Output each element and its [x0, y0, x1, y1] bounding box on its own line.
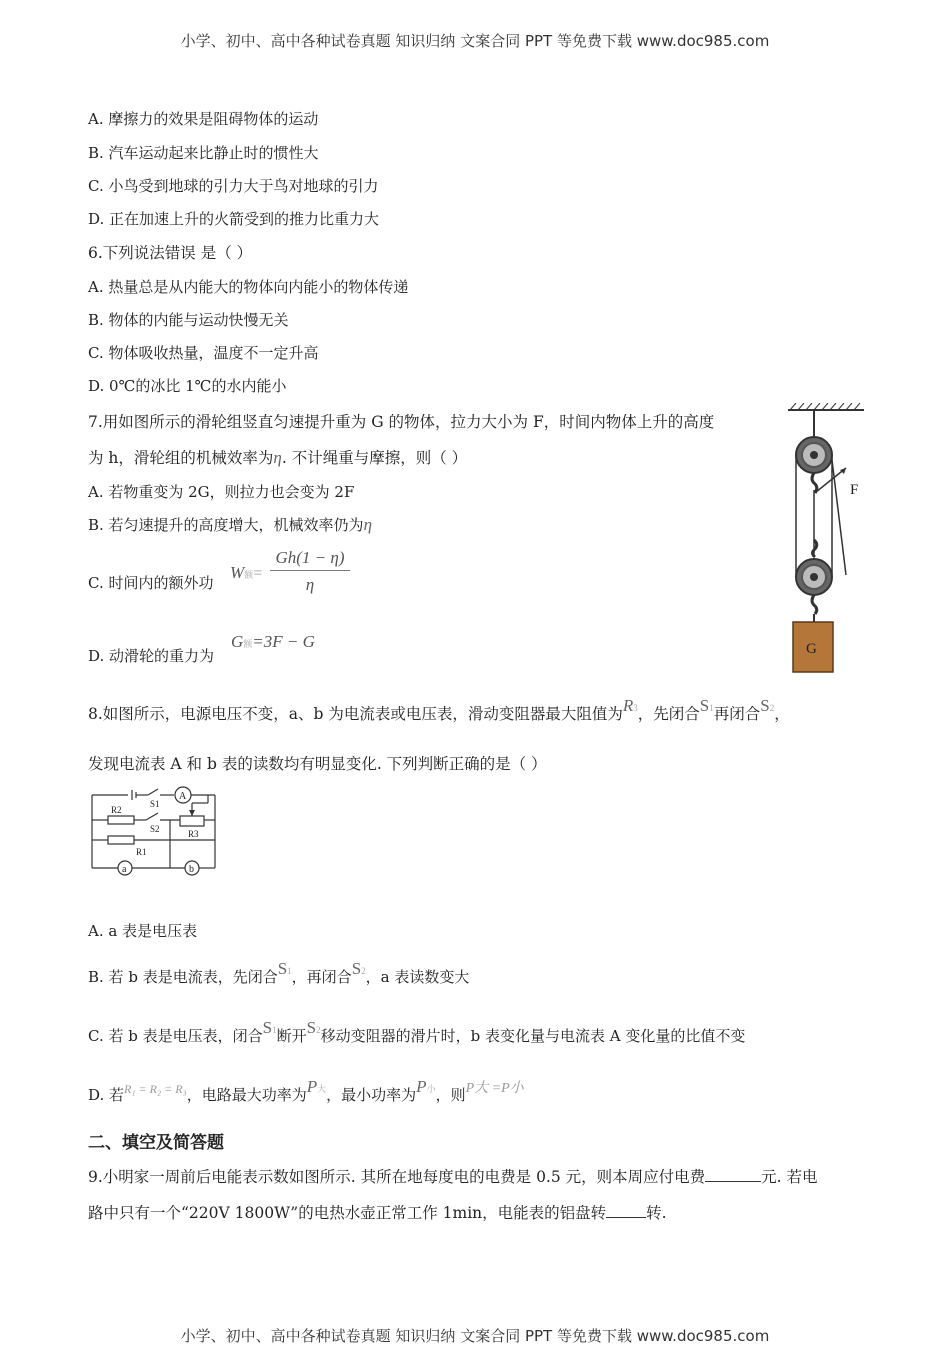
q7-option-d [88, 645, 214, 666]
q5-option-d: D. 正在加速上升的火箭受到的推力比重力大 [88, 210, 380, 228]
q7-g-symbol: G [231, 632, 244, 651]
q8-option-c-s1-sub: 1 [272, 1025, 277, 1035]
circuit-label-r3: R3 [188, 829, 199, 839]
q8-option-d-pbig-sub: 大 [317, 1084, 327, 1094]
q8-s2 [760, 696, 774, 715]
q8-option-b-s2-symbol: S [351, 959, 362, 978]
q8-stem-text-c: 再闭合 [713, 705, 761, 723]
q7-g-sub: 额 [243, 640, 253, 650]
q9-line2-text-a: 路中只有一个“220V 1800W”的电热水壶正常工作 1min，电能表的铝盘转 [88, 1204, 607, 1222]
q8-option-b-s2-sub: 2 [361, 966, 366, 976]
q7-stem-line1: 7.用如图所示的滑轮组竖直匀速提升重为 G 的物体，拉力大小为 F，时间内物体上升的高度 [88, 413, 715, 431]
q8-option-c-text-a: C. 若 b 表是电压表，闭合 [88, 1027, 263, 1045]
q7-eta: η [273, 448, 282, 467]
q8-s1-sub: 1 [709, 703, 714, 713]
page-header: 小学、初中、高中各种试卷真题 知识归纳 文案合同 PPT 等免费下载 www.doc985.com [180, 32, 770, 50]
circuit-label-s2: S2 [150, 824, 160, 834]
q7-fraction-bar [270, 570, 350, 571]
q8-option-b-s1 [278, 959, 292, 978]
q7-fraction-numerator: Gh(1 − η) [275, 548, 345, 567]
circuit-label-r2: R2 [111, 805, 122, 815]
circuit-figure [88, 783, 223, 883]
circuit-label-b: b [189, 864, 194, 875]
q7-option-c-formula-lhs [230, 563, 262, 583]
q8-option-b-s1-sub: 1 [287, 966, 292, 976]
q7-option-d-text: D. 动滑轮的重力为 [88, 647, 215, 665]
q8-stem-line2: 发现电流表 A 和 b 表的读数均有明显变化. 下列判断正确的是（ ） [88, 755, 547, 773]
q8-r3-symbol: R [622, 696, 634, 715]
q9-line1-text-b: 元. 若电 [761, 1168, 818, 1186]
q8-option-d-ratio: P大 =P小 [465, 1081, 524, 1096]
q5-option-a: A. 摩擦力的效果是阻碍物体的运动 [88, 110, 319, 128]
q8-option-b-s1-symbol: S [277, 959, 288, 978]
q8-option-c-s2-symbol: S [306, 1018, 317, 1037]
q8-r3-sub: 3 [633, 703, 638, 713]
q8-stem-text-d: ， [774, 705, 790, 723]
q8-option-d-pbig-symbol: P [306, 1077, 318, 1096]
q9-blank-1[interactable] [705, 1167, 761, 1182]
circuit-label-s1: S1 [150, 799, 160, 809]
q8-option-d-pbig [307, 1077, 326, 1096]
q7-fraction-denominator: η [305, 575, 315, 594]
q8-s1 [700, 696, 714, 715]
q7-option-c [88, 572, 213, 593]
q8-option-c-s2 [307, 1018, 321, 1037]
q8-option-d-text-b: ，电路最大功率为 [186, 1086, 307, 1104]
q8-option-d-r-equality: R₁ = R₂ = R₃ [124, 1082, 187, 1096]
q7-option-b-eta: η [363, 515, 372, 534]
q6-option-c: C. 物体吸收热量，温度不一定升高 [88, 344, 319, 362]
q8-option-a: A. a 表是电压表 [88, 922, 198, 940]
q6-option-b: B. 物体的内能与运动快慢无关 [88, 311, 289, 329]
q8-option-d-psmall-symbol: P [416, 1077, 427, 1096]
q8-stem-line1 [88, 696, 790, 724]
q8-option-d [88, 1077, 524, 1105]
q8-s2-sub: 2 [769, 703, 775, 713]
q7-option-a: A. 若物重变为 2G，则拉力也会变为 2F [88, 483, 355, 501]
q7-option-b-text: B. 若匀速提升的高度增大，机械效率仍为 [88, 516, 364, 534]
q8-option-c-s1 [263, 1018, 277, 1037]
q7-w-sub: 额 [244, 571, 254, 581]
pulley-weight-label: G [806, 641, 817, 657]
q8-option-b-text-a: B. 若 b 表是电流表，先闭合 [88, 968, 278, 986]
q8-option-d-psmall [416, 1077, 435, 1096]
q8-r3 [623, 696, 638, 715]
q8-s2-symbol: S [760, 696, 770, 715]
q7-stem-text-b: . 不计绳重与摩擦，则（ ） [281, 449, 468, 467]
q9-blank-2[interactable] [606, 1203, 646, 1218]
q8-option-d-text-d: ，则 [435, 1086, 466, 1104]
circuit-label-ammeter: A [179, 791, 187, 802]
q7-w-symbol: W [230, 563, 245, 582]
q8-option-c [88, 1018, 746, 1046]
q6-stem: 6.下列说法错误 是（ ） [88, 244, 253, 262]
q7-stem-text-a: 为 h，滑轮组的机械效率为 [88, 449, 274, 467]
page-footer: 小学、初中、高中各种试卷真题 知识归纳 文案合同 PPT 等免费下载 www.doc985.com [180, 1327, 770, 1345]
q7-option-d-formula [231, 632, 315, 652]
q7-g-rest: =3F − G [252, 632, 315, 651]
q8-option-b [88, 959, 470, 987]
q8-option-b-text-c: ，a 表读数变大 [365, 968, 470, 986]
section-title: 二、填空及简答题 [88, 1133, 224, 1153]
q8-stem-text-b: ，先闭合 [637, 705, 700, 723]
q7-option-b [88, 514, 372, 535]
q8-option-c-s2-sub: 2 [316, 1025, 321, 1035]
q6-option-d: D. 0℃的冰比 1℃的水内能小 [88, 377, 287, 395]
circuit-label-r1: R1 [136, 847, 147, 857]
q9-line1 [88, 1165, 818, 1187]
pulley-force-label: F [850, 482, 859, 498]
q7-w-equals: = [253, 565, 263, 582]
q8-stem-text-a: 8.如图所示，电源电压不变，a、b 为电流表或电压表，滑动变阻器最大阻值为 [88, 705, 623, 723]
q8-option-b-text-b: ，再闭合 [291, 968, 352, 986]
q8-option-c-text-c: 移动变阻器的滑片时，b 表变化量与电流表 A 变化量的比值不变 [320, 1027, 746, 1045]
q8-option-c-text-b: 断开 [276, 1027, 307, 1045]
q7-stem-line2 [88, 446, 467, 468]
q6-option-a: A. 热量总是从内能大的物体向内能小的物体传递 [88, 278, 409, 296]
pulley-figure [778, 400, 873, 680]
q8-option-d-text-a: D. 若 [88, 1086, 125, 1104]
circuit-label-a: a [122, 864, 127, 875]
q9-line2-text-b: 转. [646, 1204, 667, 1222]
q9-line2 [88, 1201, 667, 1223]
q5-option-c: C. 小鸟受到地球的引力大于鸟对地球的引力 [88, 177, 379, 195]
q7-option-c-text: C. 时间内的额外功 [88, 574, 214, 592]
q8-option-c-s1-symbol: S [262, 1018, 273, 1037]
q8-option-b-s2 [352, 959, 366, 978]
q7-formula-fraction [270, 548, 350, 595]
q5-option-b: B. 汽车运动起来比静止时的惯性大 [88, 144, 319, 162]
q8-option-d-psmall-sub: 小 [426, 1084, 436, 1094]
q9-line1-text-a: 9.小明家一周前后电能表示数如图所示. 其所在地每度电的电费是 0.5 元，则本周应付电费 [88, 1168, 706, 1186]
q8-option-d-text-c: ，最小功率为 [326, 1086, 417, 1104]
q8-s1-symbol: S [699, 696, 710, 715]
